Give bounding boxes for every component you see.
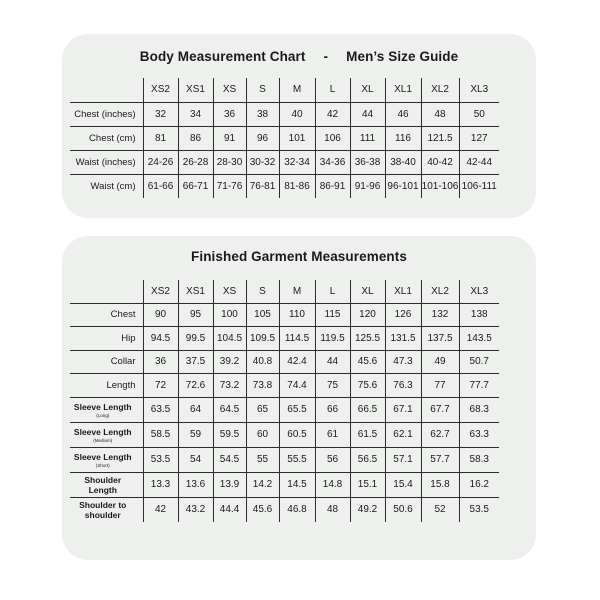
value-cell: 50.7 <box>459 350 499 374</box>
value-cell: 42.4 <box>279 350 315 374</box>
value-cell: 14.8 <box>315 472 350 497</box>
value-cell: 54 <box>178 447 213 472</box>
value-cell: 101 <box>279 126 315 150</box>
size-header-xl: XL <box>350 280 385 303</box>
value-cell: 34-36 <box>315 150 350 174</box>
size-header-s: S <box>246 78 279 102</box>
value-cell: 32 <box>143 102 178 126</box>
value-cell: 81-86 <box>279 174 315 198</box>
value-cell: 94.5 <box>143 327 178 351</box>
value-cell: 13.3 <box>143 472 178 497</box>
row-label-text: Waist (cm) <box>90 180 136 192</box>
row-label <box>70 174 143 198</box>
value-cell: 104.5 <box>213 327 246 351</box>
value-cell: 71-76 <box>213 174 246 198</box>
value-cell: 99.5 <box>178 327 213 351</box>
row-label <box>70 350 143 374</box>
value-cell: 45.6 <box>350 350 385 374</box>
value-cell: 64.5 <box>213 397 246 422</box>
value-cell: 62.1 <box>385 422 421 447</box>
table-row <box>70 327 499 351</box>
value-cell: 61-66 <box>143 174 178 198</box>
table-row <box>70 497 499 522</box>
value-cell: 96 <box>246 126 279 150</box>
value-cell: 36 <box>143 350 178 374</box>
value-cell: 58.5 <box>143 422 178 447</box>
value-cell: 127 <box>459 126 499 150</box>
value-cell: 114.5 <box>279 327 315 351</box>
value-cell: 52 <box>421 497 459 522</box>
row-label-text: Chest (cm) <box>89 132 136 144</box>
row-label <box>70 472 143 497</box>
body-chart-title-text: Body Measurement Chart <box>139 49 306 64</box>
value-cell: 63.5 <box>143 397 178 422</box>
value-cell: 40.8 <box>246 350 279 374</box>
value-cell: 143.5 <box>459 327 499 351</box>
row-label-text: Hip <box>121 332 136 344</box>
value-cell: 91-96 <box>350 174 385 198</box>
row-label <box>70 102 143 126</box>
size-header-row <box>70 78 499 102</box>
value-cell: 32-34 <box>279 150 315 174</box>
size-header-xl1: XL1 <box>385 78 421 102</box>
size-header-xs1: XS1 <box>178 280 213 303</box>
garment-chart-title: Finished Garment Measurements <box>191 249 407 264</box>
size-header-xs2: XS2 <box>143 280 178 303</box>
value-cell: 73.2 <box>213 374 246 398</box>
row-label-sub: (Medium) <box>93 437 113 443</box>
value-cell: 39.2 <box>213 350 246 374</box>
value-cell: 60.5 <box>279 422 315 447</box>
row-label-sub: (Long) <box>96 412 110 418</box>
value-cell: 106 <box>315 126 350 150</box>
row-label <box>70 374 143 398</box>
size-header-s: S <box>246 280 279 303</box>
value-cell: 91 <box>213 126 246 150</box>
size-header-m: M <box>279 78 315 102</box>
table-row <box>70 303 499 327</box>
table-row <box>70 472 499 497</box>
value-cell: 73.8 <box>246 374 279 398</box>
value-cell: 46 <box>385 102 421 126</box>
body-measurement-card <box>62 34 536 218</box>
value-cell: 40 <box>279 102 315 126</box>
value-cell: 44 <box>350 102 385 126</box>
value-cell: 56 <box>315 447 350 472</box>
value-cell: 61.5 <box>350 422 385 447</box>
corner-cell <box>70 78 143 102</box>
size-header-xl2: XL2 <box>421 280 459 303</box>
value-cell: 38 <box>246 102 279 126</box>
row-label-text: Sleeve Length <box>73 451 132 462</box>
value-cell: 110 <box>279 303 315 327</box>
value-cell: 125.5 <box>350 327 385 351</box>
value-cell: 76.3 <box>385 374 421 398</box>
value-cell: 120 <box>350 303 385 327</box>
value-cell: 90 <box>143 303 178 327</box>
value-cell: 48 <box>421 102 459 126</box>
size-header-xl3: XL3 <box>459 280 499 303</box>
value-cell: 45.6 <box>246 497 279 522</box>
value-cell: 54.5 <box>213 447 246 472</box>
value-cell: 100 <box>213 303 246 327</box>
size-header-l: L <box>315 280 350 303</box>
value-cell: 43.2 <box>178 497 213 522</box>
row-label-text: Shoulder to shoulder <box>79 499 127 520</box>
table-row <box>70 447 499 472</box>
value-cell: 57.7 <box>421 447 459 472</box>
row-label <box>70 422 143 447</box>
row-label <box>70 447 143 472</box>
value-cell: 55.5 <box>279 447 315 472</box>
value-cell: 42-44 <box>459 150 499 174</box>
value-cell: 26-28 <box>178 150 213 174</box>
size-header-xs2: XS2 <box>143 78 178 102</box>
value-cell: 126 <box>385 303 421 327</box>
value-cell: 56.5 <box>350 447 385 472</box>
value-cell: 49.2 <box>350 497 385 522</box>
row-label-text: Collar <box>110 356 136 368</box>
value-cell: 61 <box>315 422 350 447</box>
size-header-m: M <box>279 280 315 303</box>
table-row <box>70 102 499 126</box>
table-row <box>70 422 499 447</box>
value-cell: 76-81 <box>246 174 279 198</box>
value-cell: 15.4 <box>385 472 421 497</box>
value-cell: 49 <box>421 350 459 374</box>
table-row <box>70 374 499 398</box>
table-row <box>70 126 499 150</box>
value-cell: 116 <box>385 126 421 150</box>
value-cell: 67.7 <box>421 397 459 422</box>
value-cell: 58.3 <box>459 447 499 472</box>
value-cell: 111 <box>350 126 385 150</box>
value-cell: 14.2 <box>246 472 279 497</box>
size-header-l: L <box>315 78 350 102</box>
value-cell: 30-32 <box>246 150 279 174</box>
value-cell: 138 <box>459 303 499 327</box>
row-label-text: Waist (inches) <box>75 156 136 168</box>
value-cell: 119.5 <box>315 327 350 351</box>
row-label-text: Sleeve Length <box>73 401 132 412</box>
value-cell: 101-106 <box>421 174 459 198</box>
row-label <box>70 497 143 522</box>
row-label <box>70 327 143 351</box>
garment-measurement-card <box>62 236 536 560</box>
value-cell: 37.5 <box>178 350 213 374</box>
value-cell: 65 <box>246 397 279 422</box>
size-header-xs1: XS1 <box>178 78 213 102</box>
value-cell: 44.4 <box>213 497 246 522</box>
value-cell: 53.5 <box>143 447 178 472</box>
value-cell: 57.1 <box>385 447 421 472</box>
value-cell: 115 <box>315 303 350 327</box>
value-cell: 42 <box>143 497 178 522</box>
value-cell: 132 <box>421 303 459 327</box>
value-cell: 65.5 <box>279 397 315 422</box>
value-cell: 77 <box>421 374 459 398</box>
value-cell: 67.1 <box>385 397 421 422</box>
corner-cell <box>70 280 143 303</box>
garment-measurement-table <box>70 280 499 522</box>
row-label <box>70 126 143 150</box>
value-cell: 131.5 <box>385 327 421 351</box>
value-cell: 14.5 <box>279 472 315 497</box>
value-cell: 95 <box>178 303 213 327</box>
size-header-xl: XL <box>350 78 385 102</box>
value-cell: 105 <box>246 303 279 327</box>
value-cell: 50.6 <box>385 497 421 522</box>
value-cell: 66.5 <box>350 397 385 422</box>
title-separator: - <box>323 49 329 64</box>
row-label-text: Chest <box>110 309 136 321</box>
value-cell: 48 <box>315 497 350 522</box>
value-cell: 66 <box>315 397 350 422</box>
size-header-xs: XS <box>213 280 246 303</box>
size-header-xl2: XL2 <box>421 78 459 102</box>
body-measurement-table <box>70 78 499 198</box>
row-label <box>70 303 143 327</box>
value-cell: 36-38 <box>350 150 385 174</box>
row-label-text: Length <box>106 379 136 391</box>
table-row <box>70 397 499 422</box>
row-label <box>70 397 143 422</box>
table-row <box>70 174 499 198</box>
value-cell: 50 <box>459 102 499 126</box>
value-cell: 42 <box>315 102 350 126</box>
size-header-xl1: XL1 <box>385 280 421 303</box>
body-chart-subtitle: Men’s Size Guide <box>346 49 459 64</box>
value-cell: 64 <box>178 397 213 422</box>
value-cell: 59.5 <box>213 422 246 447</box>
value-cell: 96-101 <box>385 174 421 198</box>
value-cell: 74.4 <box>279 374 315 398</box>
value-cell: 121.5 <box>421 126 459 150</box>
value-cell: 106-111 <box>459 174 499 198</box>
value-cell: 13.6 <box>178 472 213 497</box>
value-cell: 72.6 <box>178 374 213 398</box>
value-cell: 46.8 <box>279 497 315 522</box>
value-cell: 15.1 <box>350 472 385 497</box>
row-label <box>70 150 143 174</box>
value-cell: 72 <box>143 374 178 398</box>
size-header-row <box>70 280 499 303</box>
size-header-xs: XS <box>213 78 246 102</box>
value-cell: 86-91 <box>315 174 350 198</box>
value-cell: 34 <box>178 102 213 126</box>
value-cell: 68.3 <box>459 397 499 422</box>
value-cell: 47.3 <box>385 350 421 374</box>
table-row <box>70 150 499 174</box>
row-label-text: Shoulder Length <box>84 474 122 495</box>
value-cell: 40-42 <box>421 150 459 174</box>
table-row <box>70 350 499 374</box>
value-cell: 28-30 <box>213 150 246 174</box>
value-cell: 81 <box>143 126 178 150</box>
value-cell: 36 <box>213 102 246 126</box>
row-label-sub: (Short) <box>95 462 110 468</box>
value-cell: 38-40 <box>385 150 421 174</box>
value-cell: 44 <box>315 350 350 374</box>
value-cell: 66-71 <box>178 174 213 198</box>
body-chart-title <box>62 49 536 64</box>
row-label-text: Chest (inches) <box>74 108 136 120</box>
value-cell: 59 <box>178 422 213 447</box>
size-header-xl3: XL3 <box>459 78 499 102</box>
value-cell: 109.5 <box>246 327 279 351</box>
value-cell: 24-26 <box>143 150 178 174</box>
value-cell: 137.5 <box>421 327 459 351</box>
value-cell: 60 <box>246 422 279 447</box>
value-cell: 86 <box>178 126 213 150</box>
value-cell: 15.8 <box>421 472 459 497</box>
value-cell: 77.7 <box>459 374 499 398</box>
value-cell: 75.6 <box>350 374 385 398</box>
value-cell: 13.9 <box>213 472 246 497</box>
value-cell: 63.3 <box>459 422 499 447</box>
value-cell: 62.7 <box>421 422 459 447</box>
value-cell: 16.2 <box>459 472 499 497</box>
row-label-text: Sleeve Length <box>73 426 132 437</box>
value-cell: 55 <box>246 447 279 472</box>
value-cell: 75 <box>315 374 350 398</box>
value-cell: 53.5 <box>459 497 499 522</box>
